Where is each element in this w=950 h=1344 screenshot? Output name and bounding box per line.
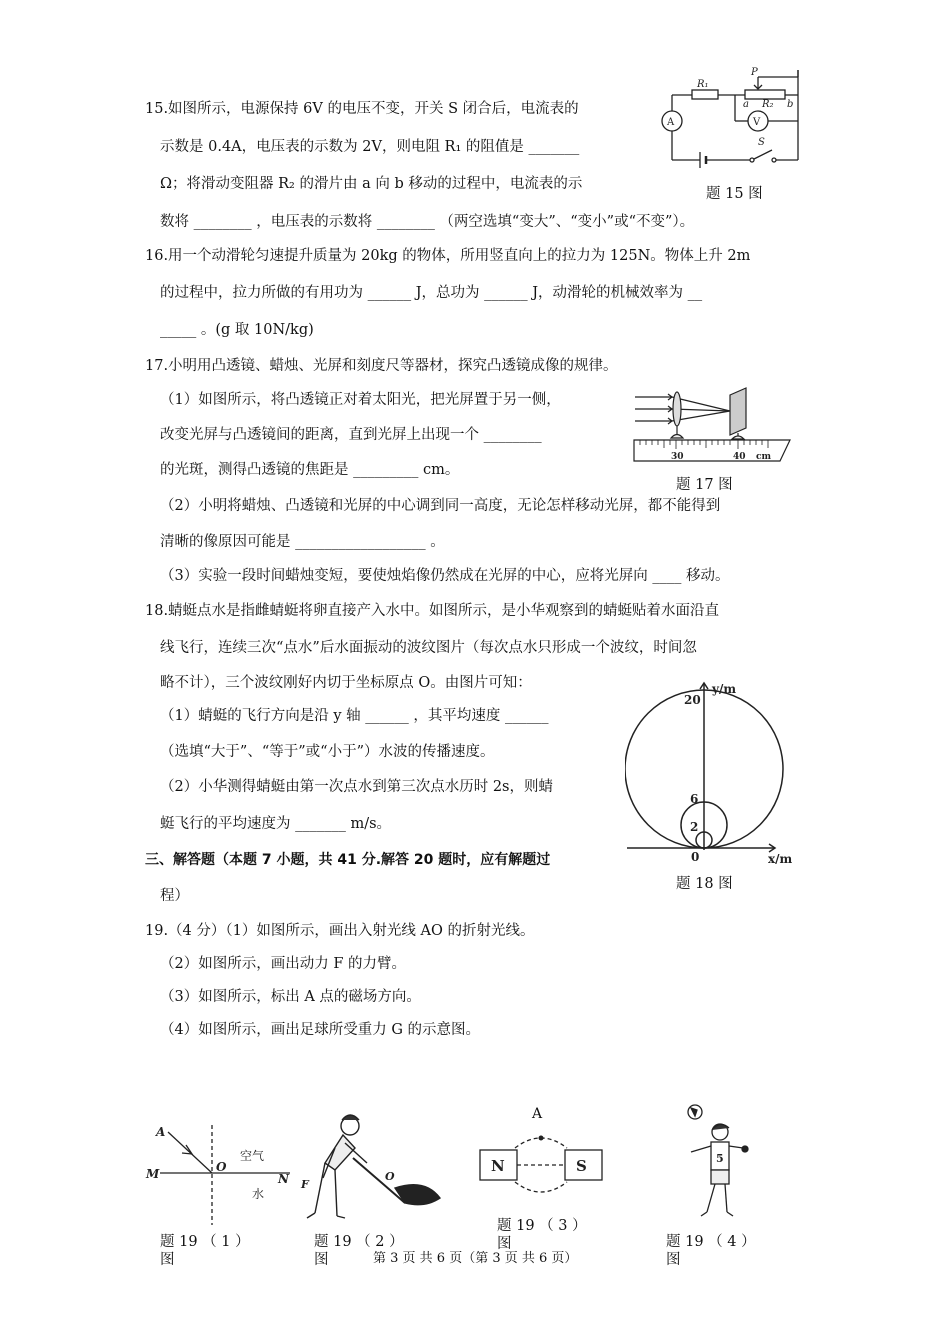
- page-footer: 第 3 页 共 6 页（第 3 页 共 6 页）: [373, 1251, 578, 1266]
- label-o: O: [216, 1160, 227, 1174]
- jersey-number: 5: [716, 1152, 724, 1165]
- q16-line1: 16.用一个动滑轮匀速提升质量为 20kg 的物体，所用竖直向上的拉力为 125N。物体上升 2m: [145, 248, 751, 264]
- label-r1: R₁: [697, 79, 709, 90]
- ruler-label-40: 40: [733, 452, 746, 462]
- q19-caption3: 题 19 （ 3 ）: [497, 1218, 587, 1234]
- incident-ray: [168, 1132, 212, 1173]
- q17-caption: 题 17 图: [676, 477, 733, 493]
- label-a: a: [743, 99, 749, 110]
- q15-line2: 示数是 0.4A，电压表的示数为 2V，则电阻 R₁ 的阻值是 _______: [160, 139, 580, 155]
- label-a: A: [156, 1125, 166, 1139]
- label-b: b: [787, 99, 794, 110]
- q19-line3: （3）如图所示，标出 A 点的磁场方向。: [160, 989, 421, 1005]
- broom-head: [395, 1185, 440, 1205]
- label-n: N: [278, 1172, 289, 1186]
- q15-line3: Ω；将滑动变阻器 R₂ 的滑片由 a 向 b 移动的过程中，电流表的示: [160, 176, 583, 192]
- q18-line2: 线飞行，连续三次“点水”后水面振动的波纹图片（每次点水只形成一个波纹，时间忽: [160, 640, 697, 656]
- q15-line1: 15.如图所示，电源保持 6V 的电压不变，开关 S 闭合后，电流表的: [145, 101, 579, 117]
- q17-line4: 的光斑，测得凸透镜的焦距是 _________ cm。: [160, 462, 460, 478]
- lens-experiment-diagram: [630, 383, 795, 473]
- q19-caption4: 题 19 （ 4 ）: [666, 1234, 756, 1250]
- label-f: F: [301, 1178, 309, 1191]
- q18-caption: 题 18 图: [676, 876, 733, 892]
- q17-line3: 改变光屏与凸透镜间的距离，直到光屏上出现一个 ________: [160, 427, 542, 443]
- refraction-diagram: [140, 1120, 300, 1230]
- q19-caption3-tail: 图: [497, 1236, 512, 1252]
- q17-line2: （1）如图所示，将凸透镜正对着太阳光，把光屏置于另一侧，: [160, 392, 561, 408]
- q19-caption2-tail: 图: [314, 1252, 329, 1268]
- section3-heading: 三、解答题（本题 7 小题，共 41 分.解答 20 题时，应有解题过: [145, 852, 551, 868]
- label-s: S: [576, 1157, 587, 1175]
- q19-caption1: 题 19 （ 1 ）: [160, 1234, 250, 1250]
- label-point-a: A: [532, 1106, 543, 1122]
- q17-line7: （3）实验一段时间蜡烛变短，要使烛焰像仍然成在光屏的中心，应将光屏向 ____ 移动。: [160, 568, 730, 584]
- label-r2: R₂: [762, 99, 774, 110]
- label-o: O: [385, 1170, 395, 1183]
- soccer-player-diagram: [675, 1100, 765, 1225]
- broom-handle: [353, 1158, 405, 1203]
- label-switch: S: [758, 137, 765, 148]
- ruler-label-30: 30: [671, 452, 684, 462]
- q18-line6: （2）小华测得蜻蜓由第一次点水到第三次点水历时 2s，则蜻: [160, 779, 553, 795]
- q18-line5: （选填“大于”、“等于”或“小于”）水波的传播速度。: [160, 744, 495, 760]
- q16-line2: 的过程中，拉力所做的有用功为 ______ J，总功为 ______ J，动滑轮的机械效率为 __: [160, 285, 703, 301]
- point-a: [539, 1136, 544, 1141]
- y-tick-6: 6: [690, 792, 699, 806]
- y-tick-20: 20: [684, 693, 701, 707]
- label-voltmeter: V: [753, 117, 761, 128]
- q19-line2: （2）如图所示，画出动力 F 的力臂。: [160, 956, 407, 972]
- label-p: P: [751, 67, 758, 78]
- label-ammeter: A: [667, 117, 675, 128]
- circuit-diagram: [650, 65, 805, 170]
- q18-line3: 略不计），三个波纹刚好内切于坐标原点 O。由图片可知：: [160, 675, 532, 691]
- label-water: 水: [252, 1187, 265, 1201]
- q15-line4: 数将 ________ ，电压表的示数将 ________ （两空选填“变大”、“变小”或“不变”）。: [160, 214, 695, 230]
- q17-line5: （2）小明将蜡烛、凸透镜和光屏的中心调到同一高度，无论怎样移动光屏，都不能得到: [160, 498, 721, 514]
- q19-caption4-tail: 图: [666, 1252, 681, 1268]
- q19-line1: 19.（4 分）（1）如图所示，画出入射光线 AO 的折射光线。: [145, 923, 535, 939]
- q19-caption1-tail: 图: [160, 1252, 175, 1268]
- q15-caption: 题 15 图: [706, 186, 763, 202]
- q18-line7: 蜓飞行的平均速度为 _______ m/s。: [160, 816, 392, 832]
- q18-line4: （1）蜻蜓的飞行方向是沿 y 轴 ______ ，其平均速度 ______: [160, 708, 549, 724]
- q19-caption2: 题 19 （ 2 ）: [314, 1234, 404, 1250]
- q16-line3: _____ 。(g 取 10N/kg): [160, 322, 314, 338]
- q17-line6: 清晰的像原因可能是 __________________ 。: [160, 534, 445, 550]
- y-axis-label: y/m: [712, 682, 737, 696]
- label-air: 空气: [240, 1149, 265, 1163]
- worker-lever-diagram: [295, 1108, 460, 1228]
- rheostat-r2: [745, 90, 785, 99]
- magnet-diagram: [475, 1130, 610, 1210]
- x-axis-label: x/m: [768, 852, 793, 866]
- q17-line1: 17.小明用凸透镜、蜡烛、光屏和刻度尺等器材，探究凸透镜成像的规律。: [145, 358, 618, 374]
- section3-heading-cont: 程）: [160, 888, 189, 904]
- origin-label: 0: [691, 850, 700, 864]
- y-tick-2: 2: [690, 820, 699, 834]
- label-m: M: [146, 1167, 160, 1181]
- ruler-label-unit: cm: [756, 452, 772, 462]
- ripple-coordinate-diagram: [625, 675, 810, 870]
- q18-line1: 18.蜻蜓点水是指雌蜻蜓将卵直接产入水中。如图所示，是小华观察到的蜻蜓贴着水面沿直: [145, 603, 720, 619]
- q19-line4: （4）如图所示，画出足球所受重力 G 的示意图。: [160, 1022, 481, 1038]
- label-n: N: [491, 1157, 505, 1175]
